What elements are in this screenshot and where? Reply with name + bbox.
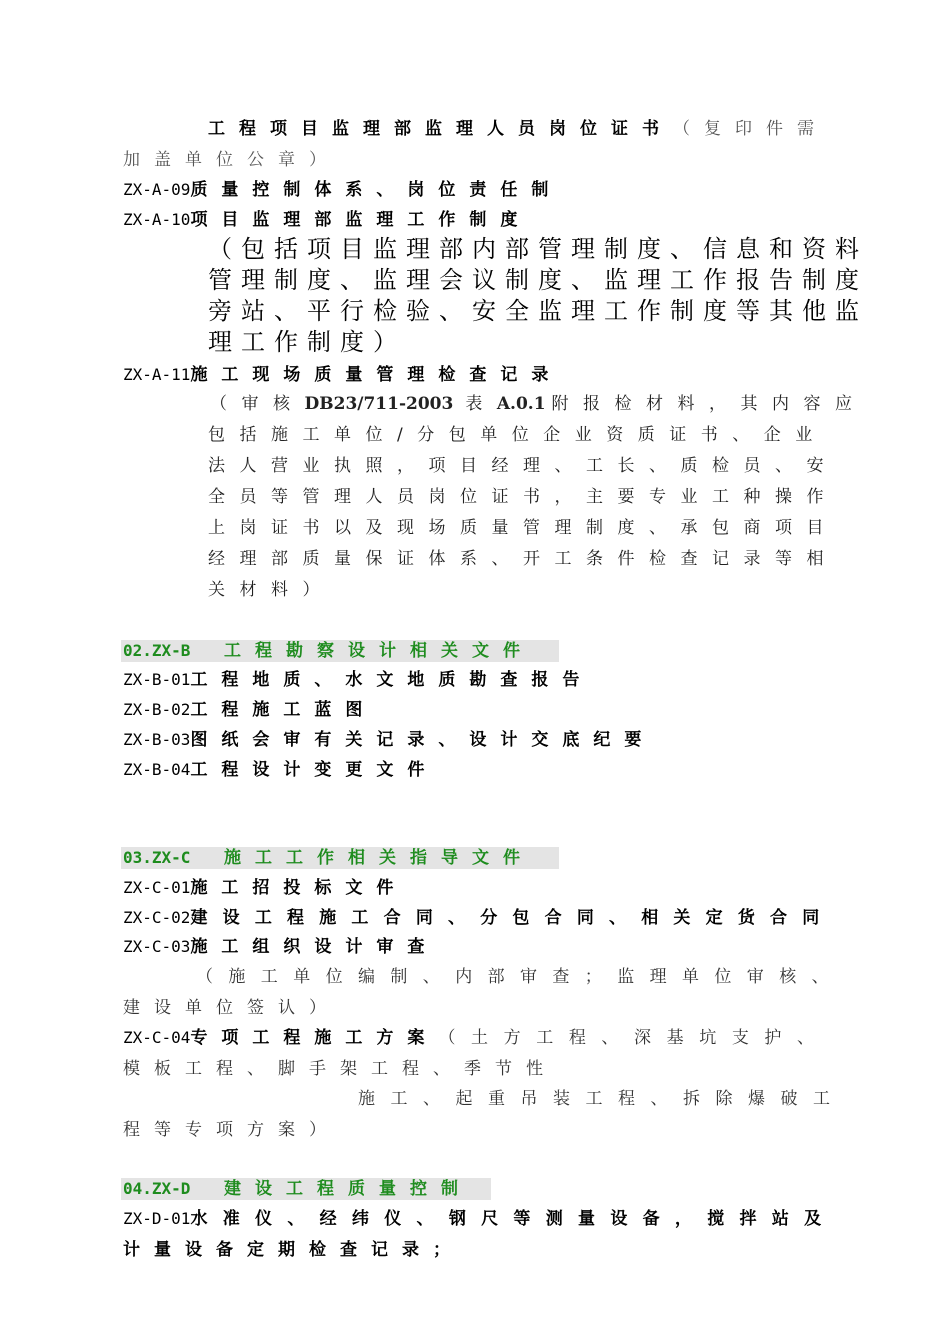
paragraph-line: 法人营业执照，项目经理、工长、质检员、安 [208, 456, 838, 476]
paragraph-line [210, 393, 867, 415]
paragraph-line: 经理部质量保证体系、开工条件检查记录等相 [208, 549, 838, 569]
list-item [123, 759, 438, 781]
section-title: 工程勘察设计相关文件 [224, 641, 534, 661]
item-title: 施工组织设计审查 [190, 937, 439, 957]
section-heading [123, 1178, 472, 1200]
list-item [123, 699, 376, 721]
item-title: 建设工程施工合同、分包合同、相关定货合同 [190, 908, 835, 928]
item-title: 质量控制体系、岗位责任制 [190, 180, 563, 200]
section-code: 04.ZX-D [123, 1179, 191, 1198]
item-code: ZX-A-10 [123, 210, 191, 229]
note-text: （土方工程、深基坑支护、 [438, 1028, 830, 1048]
note-text: 施工、起重吊装工程、拆除爆破工 [358, 1089, 846, 1109]
note-text: 附报检材料，其内容应 [551, 394, 867, 414]
item-title: 项目监理部监理工作制度 [190, 210, 532, 230]
item-code: ZX-D-01 [123, 1209, 191, 1228]
list-item [123, 907, 834, 929]
item-title: 工程施工蓝图 [190, 700, 377, 720]
list-item [123, 1208, 836, 1230]
list-item [123, 1027, 830, 1049]
paragraph-line: 旁站、平行检验、安全监理工作制度等其他监 [208, 297, 868, 325]
list-item [123, 179, 562, 201]
item-code: ZX-A-11 [123, 365, 191, 384]
section-heading [123, 847, 534, 869]
section-heading [123, 640, 534, 662]
item-title: 工程设计变更文件 [190, 760, 439, 780]
note-text: 模板工程、脚手架工程、季节性 [123, 1059, 557, 1079]
list-item [123, 729, 655, 751]
text-line [208, 118, 828, 140]
paragraph-line: 管理制度、监理会议制度、监理工作报告制度 [208, 266, 868, 294]
paragraph-line: 全员等管理人员岗位证书，主要专业工种操作 [208, 487, 838, 507]
note-text: 加盖单位公章） [123, 150, 340, 170]
list-item [123, 209, 531, 231]
item-code: ZX-C-01 [123, 878, 191, 897]
item-title: 计量设备定期检查记录； [123, 1240, 464, 1260]
list-item [123, 877, 407, 899]
list-item [123, 364, 562, 386]
paragraph-line: 包括施工单位/分包单位企业资质证书、企业 [208, 425, 827, 445]
item-code: ZX-B-03 [123, 730, 191, 749]
item-code: ZX-B-01 [123, 670, 191, 689]
item-code: ZX-A-09 [123, 180, 191, 199]
item-code: ZX-C-03 [123, 937, 191, 956]
standard-code: DB23/711-2003 [304, 394, 454, 414]
item-title: 工程地质、水文地质勘查报告 [190, 670, 594, 690]
list-item [123, 669, 593, 691]
note-text: （施工单位编制、内部审查；监理单位审核、 [196, 967, 844, 987]
paragraph-line: （包括项目监理部内部管理制度、信息和资料 [208, 235, 868, 263]
item-title: 水准仪、经纬仪、钢尺等测量设备，搅拌站及 [190, 1209, 837, 1229]
section-title: 建设工程质量控制 [224, 1179, 472, 1199]
paragraph-line: 关材料） [208, 580, 334, 600]
table-ref: A.0.1 [496, 394, 546, 414]
note-text: 程等专项方案） [123, 1120, 340, 1140]
item-title: 施工现场质量管理检查记录 [190, 365, 563, 385]
note-text: （审核 [210, 394, 305, 414]
item-title: 图纸会审有关记录、设计交底纪要 [190, 730, 656, 750]
item-code: ZX-C-04 [123, 1028, 191, 1047]
item-title: 专项工程施工方案 [190, 1028, 439, 1048]
item-code: ZX-B-02 [123, 700, 191, 719]
section-code: 02.ZX-B [123, 641, 191, 660]
paragraph-line: 理工作制度） [208, 328, 406, 356]
item-code: ZX-C-02 [123, 908, 191, 927]
note-text: 表 [465, 394, 497, 414]
section-code: 03.ZX-C [123, 848, 191, 867]
item-title: 工程项目监理部监理人员岗位证书 [208, 119, 673, 139]
note-text: （复印件需 [673, 119, 828, 139]
paragraph-line: 上岗证书以及现场质量管理制度、承包商项目 [208, 518, 838, 538]
note-text: 建设单位签认） [123, 998, 340, 1018]
section-title: 施工工作相关指导文件 [224, 848, 534, 868]
item-code: ZX-B-04 [123, 760, 191, 779]
list-item [123, 936, 438, 958]
item-title: 施工招投标文件 [190, 878, 408, 898]
